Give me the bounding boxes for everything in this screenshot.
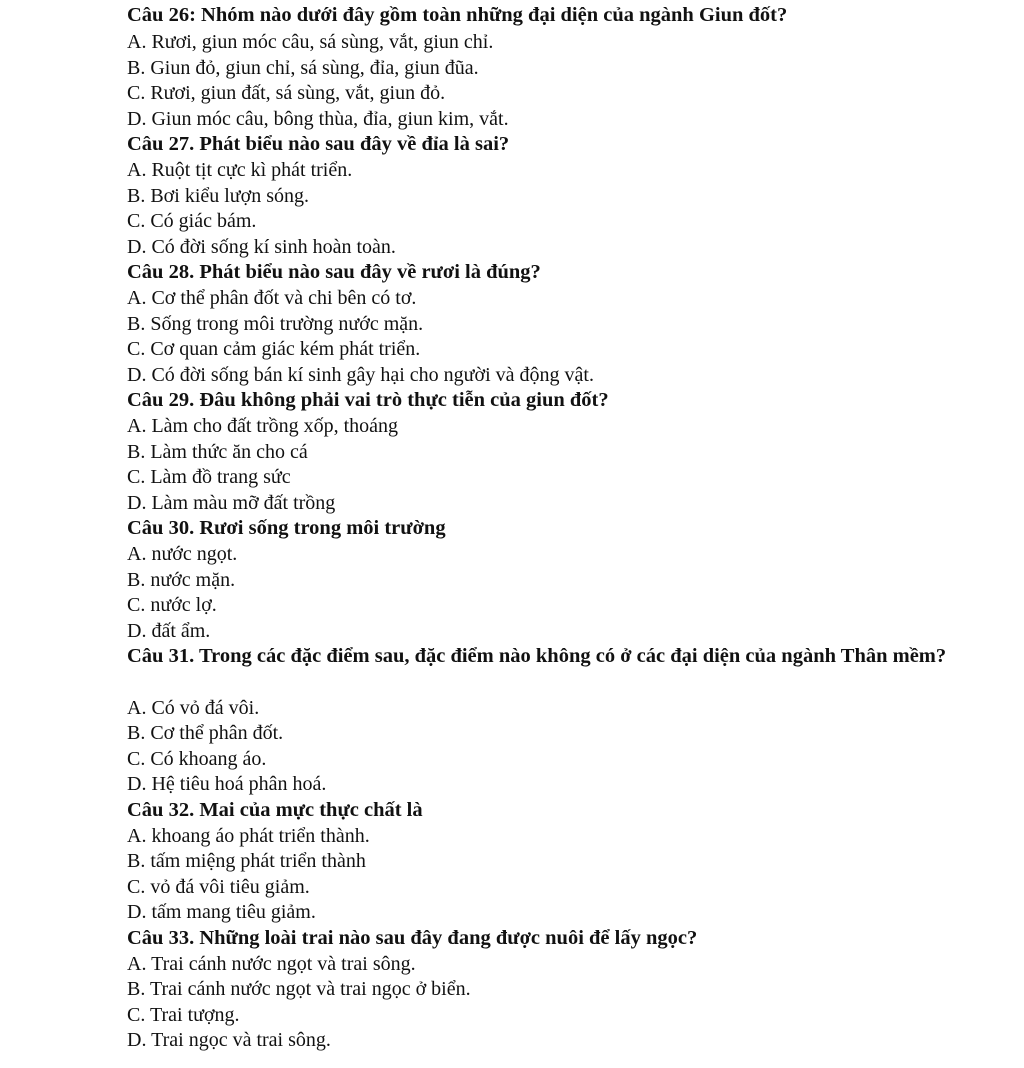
question-27-option-d: D. Có đời sống kí sinh hoàn toàn. [127,236,396,258]
question-28-title: Câu 28. Phát biểu nào sau đây về rươi là đúng? [127,261,541,283]
question-28-option-c: C. Cơ quan cảm giác kém phát triển. [127,338,421,360]
question-31-option-c: C. Có khoang áo. [127,748,267,770]
question-30-option-a: A. nước ngọt. [127,543,238,565]
question-31-title: Câu 31. Trong các đặc điểm sau, đặc điểm nào không có ở các đại diện của ngành Thân mềm? [127,645,947,667]
question-29-option-c: C. Làm đồ trang sức [127,466,291,488]
question-27-option-c: C. Có giác bám. [127,210,257,232]
question-32-option-c: C. vỏ đá vôi tiêu giảm. [127,876,310,898]
question-27-title: Câu 27. Phát biểu nào sau đây về đỉa là sai? [127,133,510,155]
question-31-option-d: D. Hệ tiêu hoá phân hoá. [127,773,327,795]
question-29-option-a: A. Làm cho đất trồng xốp, thoáng [127,415,399,437]
question-29-option-b: B. Làm thức ăn cho cá [127,441,308,463]
question-30-option-c: C. nước lợ. [127,594,217,616]
question-32-option-a: A. khoang áo phát triển thành. [127,825,370,847]
question-32-option-b: B. tấm miệng phát triển thành [127,850,366,872]
question-26-option-c: C. Rươi, giun đất, sá sùng, vắt, giun đỏ. [127,82,446,104]
question-30-title: Câu 30. Rươi sống trong môi trường [127,517,446,539]
question-26-option-b: B. Giun đỏ, giun chỉ, sá sùng, đỉa, giun đũa. [127,57,479,79]
question-31-option-a: A. Có vỏ đá vôi. [127,697,260,719]
question-26-option-d: D. Giun móc câu, bông thùa, đỉa, giun kim, vắt. [127,108,509,130]
question-27-option-a: A. Ruột tịt cực kì phát triển. [127,159,353,181]
question-26-option-a: A. Rươi, giun móc câu, sá sùng, vắt, giun chỉ. [127,31,494,53]
question-33-option-a: A. Trai cánh nước ngọt và trai sông. [127,953,416,975]
question-30-option-b: B. nước mặn. [127,569,236,591]
question-33-option-d: D. Trai ngọc và trai sông. [127,1029,331,1051]
question-29-option-d: D. Làm màu mỡ đất trồng [127,492,336,514]
question-29-title: Câu 29. Đâu không phải vai trò thực tiễn của giun đốt? [127,389,609,411]
question-32-option-d: D. tấm mang tiêu giảm. [127,901,316,923]
question-28-option-d: D. Có đời sống bán kí sinh gây hại cho người và động vật. [127,364,594,386]
question-33-option-c: C. Trai tượng. [127,1004,240,1026]
question-31-option-b: B. Cơ thể phân đốt. [127,722,284,744]
question-30-option-d: D. đất ẩm. [127,620,211,642]
question-27-option-b: B. Bơi kiểu lượn sóng. [127,185,310,207]
question-33-option-b: B. Trai cánh nước ngọt và trai ngọc ở biển. [127,978,471,1000]
question-33-title: Câu 33. Những loài trai nào sau đây đang được nuôi để lấy ngọc? [127,927,698,949]
question-32-title: Câu 32. Mai của mực thực chất là [127,799,423,821]
question-28-option-a: A. Cơ thể phân đốt và chi bên có tơ. [127,287,417,309]
question-28-option-b: B. Sống trong môi trường nước mặn. [127,313,424,335]
question-26-title: Câu 26: Nhóm nào dưới đây gồm toàn những đại diện của ngành Giun đốt? [127,4,788,26]
